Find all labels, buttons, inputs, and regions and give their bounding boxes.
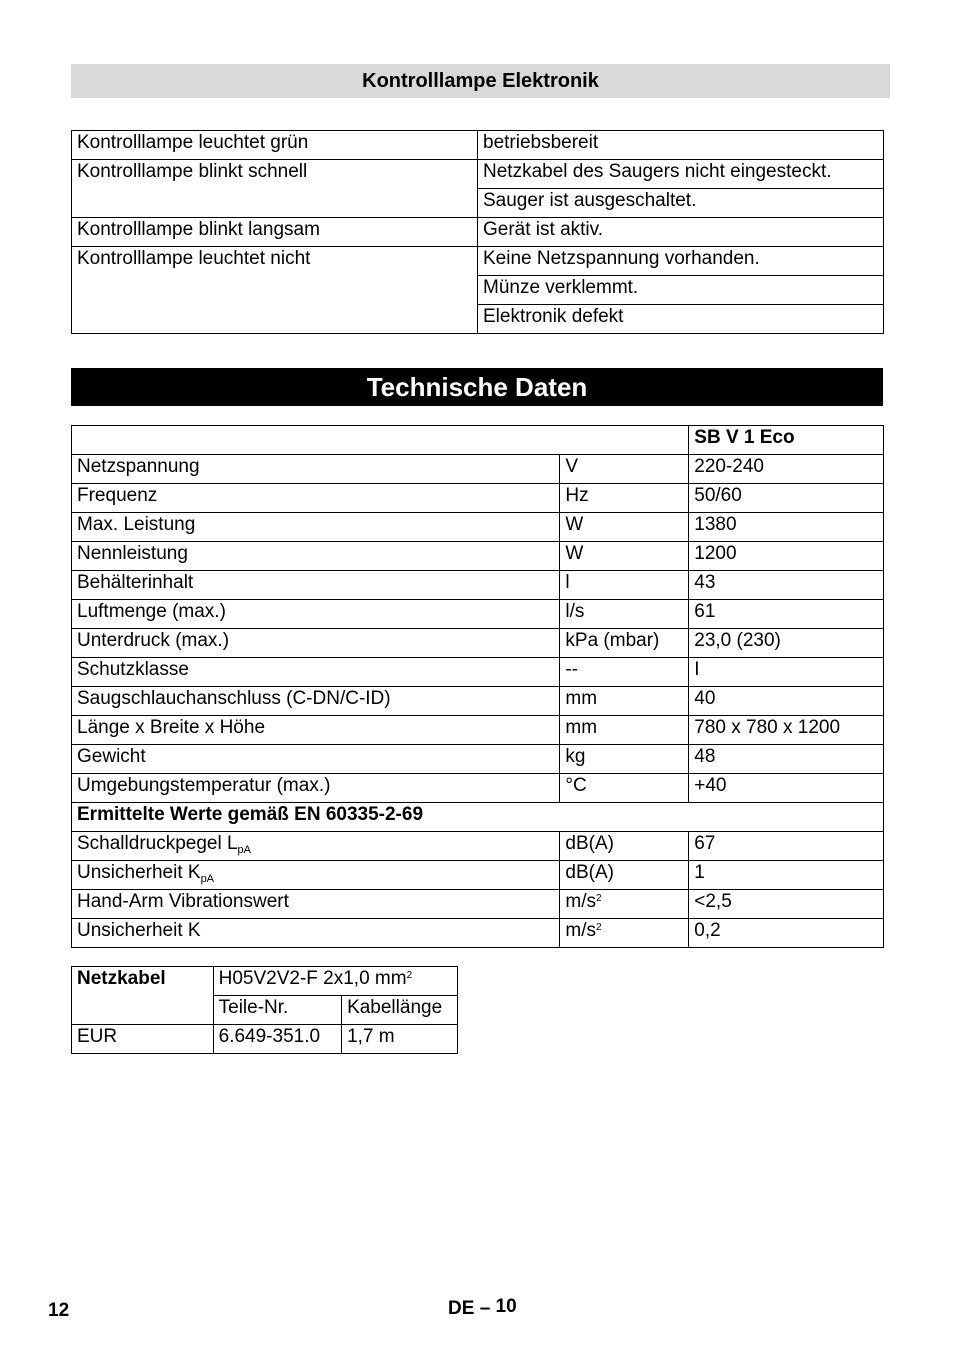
indicator-table bbox=[71, 130, 884, 334]
spec-label: Luftmenge (max.) bbox=[72, 600, 560, 629]
table-row bbox=[72, 861, 884, 890]
table-row bbox=[72, 774, 884, 803]
col-part-header: Teile-Nr. bbox=[213, 996, 341, 1025]
spec-unit-superscript: 2 bbox=[596, 922, 602, 933]
table-row bbox=[72, 160, 884, 189]
spec-unit: °C bbox=[560, 774, 689, 803]
spec-label: Frequenz bbox=[72, 484, 560, 513]
spec-unit-cell bbox=[560, 861, 689, 890]
measured-values-header: Ermittelte Werte gemäß EN 60335-2-69 bbox=[72, 803, 884, 832]
table-header-row bbox=[72, 426, 884, 455]
indicator-state: Kontrolllampe blinkt schnell bbox=[72, 160, 478, 218]
spec-label: Max. Leistung bbox=[72, 513, 560, 542]
table-row bbox=[72, 832, 884, 861]
table-row bbox=[72, 513, 884, 542]
spec-label-cell bbox=[72, 861, 560, 890]
indicator-state: Kontrolllampe blinkt langsam bbox=[72, 218, 478, 247]
cable-label: Netzkabel bbox=[72, 967, 214, 1025]
spec-value: 48 bbox=[689, 745, 884, 774]
indicator-meaning: Elektronik defekt bbox=[478, 305, 884, 334]
spec-label: Nennleistung bbox=[72, 542, 560, 571]
spec-label: Länge x Breite x Höhe bbox=[72, 716, 560, 745]
spec-label-cell bbox=[72, 832, 560, 861]
spec-value: 61 bbox=[689, 600, 884, 629]
spec-unit: m/s bbox=[565, 920, 597, 941]
table-row bbox=[72, 716, 884, 745]
indicator-state: Kontrolllampe leuchtet grün bbox=[72, 131, 478, 160]
table-row bbox=[72, 600, 884, 629]
spec-value: 780 x 780 x 1200 bbox=[689, 716, 884, 745]
spec-unit: kPa (mbar) bbox=[560, 629, 689, 658]
indicator-state: Kontrolllampe leuchtet nicht bbox=[72, 247, 478, 334]
spec-unit: l/s bbox=[560, 600, 689, 629]
spec-value: 67 bbox=[689, 832, 884, 861]
spec-value: 43 bbox=[689, 571, 884, 600]
spec-unit: V bbox=[560, 455, 689, 484]
cable-length: 1,7 m bbox=[342, 1025, 458, 1054]
spec-label: Unsicherheit K bbox=[77, 920, 201, 941]
footer-lang bbox=[448, 1298, 517, 1320]
col-length-header: Kabellänge bbox=[342, 996, 458, 1025]
cable-type-cell bbox=[213, 967, 457, 996]
spec-label: Saugschlauchanschluss (C-DN/C-ID) bbox=[72, 687, 560, 716]
spec-label: Umgebungstemperatur (max.) bbox=[72, 774, 560, 803]
spec-label: Schutzklasse bbox=[72, 658, 560, 687]
table-row bbox=[72, 542, 884, 571]
spec-unit: l bbox=[560, 571, 689, 600]
spec-value: 220-240 bbox=[689, 455, 884, 484]
spec-unit: mm bbox=[560, 716, 689, 745]
table-row bbox=[72, 629, 884, 658]
table-cell-empty bbox=[72, 426, 689, 455]
sub-page-number: 10 bbox=[495, 1296, 517, 1317]
cable-table bbox=[71, 966, 458, 1054]
spec-unit: kg bbox=[560, 745, 689, 774]
table-row bbox=[72, 247, 884, 276]
spec-unit-cell bbox=[560, 890, 689, 919]
table-row bbox=[72, 890, 884, 919]
indicator-meaning: Gerät ist aktiv. bbox=[478, 218, 884, 247]
table-row bbox=[72, 803, 884, 832]
lang-code: DE bbox=[448, 1298, 475, 1319]
spec-label: Gewicht bbox=[72, 745, 560, 774]
spec-label-cell bbox=[72, 890, 560, 919]
footer-dash: – bbox=[479, 1298, 491, 1319]
tech-data-table bbox=[71, 425, 884, 948]
spec-label: Hand-Arm Vibrationswert bbox=[77, 891, 289, 912]
table-row bbox=[72, 571, 884, 600]
table-row bbox=[72, 1025, 458, 1054]
spec-value: 1380 bbox=[689, 513, 884, 542]
spec-unit: dB(A) bbox=[565, 862, 614, 883]
indicator-meaning: Keine Netzspannung vorhanden. bbox=[478, 247, 884, 276]
table-row bbox=[72, 967, 458, 996]
spec-unit-superscript: 2 bbox=[596, 893, 602, 904]
spec-value: 1200 bbox=[689, 542, 884, 571]
spec-unit: W bbox=[560, 513, 689, 542]
page-number: 12 bbox=[48, 1300, 70, 1321]
spec-label-subscript: pA bbox=[237, 844, 252, 856]
spec-label: Netzspannung bbox=[72, 455, 560, 484]
cable-region: EUR bbox=[72, 1025, 214, 1054]
table-row bbox=[72, 218, 884, 247]
spec-label: Unterdruck (max.) bbox=[72, 629, 560, 658]
table-row bbox=[72, 131, 884, 160]
spec-unit: Hz bbox=[560, 484, 689, 513]
table-row bbox=[72, 919, 884, 948]
indicator-meaning: Münze verklemmt. bbox=[478, 276, 884, 305]
spec-unit: W bbox=[560, 542, 689, 571]
spec-label-subscript: pA bbox=[200, 873, 215, 885]
table-row bbox=[72, 687, 884, 716]
indicator-meaning: betriebsbereit bbox=[478, 131, 884, 160]
spec-unit: -- bbox=[560, 658, 689, 687]
model-name: SB V 1 Eco bbox=[689, 426, 884, 455]
spec-value: <2,5 bbox=[689, 890, 884, 919]
spec-value: I bbox=[689, 658, 884, 687]
spec-value: 50/60 bbox=[689, 484, 884, 513]
spec-unit-cell bbox=[560, 919, 689, 948]
spec-label: Schalldruckpegel L bbox=[77, 833, 238, 854]
table-row bbox=[72, 745, 884, 774]
spec-label-cell bbox=[72, 919, 560, 948]
table-row bbox=[72, 455, 884, 484]
spec-value: 0,2 bbox=[689, 919, 884, 948]
spec-unit: m/s bbox=[565, 891, 597, 912]
spec-value: 23,0 (230) bbox=[689, 629, 884, 658]
cable-type-sup: 2 bbox=[406, 970, 413, 981]
cable-part-number: 6.649-351.0 bbox=[213, 1025, 341, 1054]
spec-value: 40 bbox=[689, 687, 884, 716]
spec-unit: mm bbox=[560, 687, 689, 716]
spec-value: +40 bbox=[689, 774, 884, 803]
spec-unit: dB(A) bbox=[565, 833, 614, 854]
page-title: Technische Daten bbox=[71, 368, 883, 406]
section-header: Kontrolllampe Elektronik bbox=[71, 64, 890, 98]
spec-unit-cell bbox=[560, 832, 689, 861]
cable-type: H05V2V2-F 2x1,0 mm bbox=[218, 968, 407, 989]
spec-label: Unsicherheit K bbox=[77, 862, 201, 883]
table-row bbox=[72, 658, 884, 687]
indicator-meaning: Netzkabel des Saugers nicht eingesteckt. bbox=[478, 160, 884, 189]
spec-label: Behälterinhalt bbox=[72, 571, 560, 600]
table-row bbox=[72, 484, 884, 513]
indicator-meaning: Sauger ist ausgeschaltet. bbox=[478, 189, 884, 218]
spec-value: 1 bbox=[689, 861, 884, 890]
